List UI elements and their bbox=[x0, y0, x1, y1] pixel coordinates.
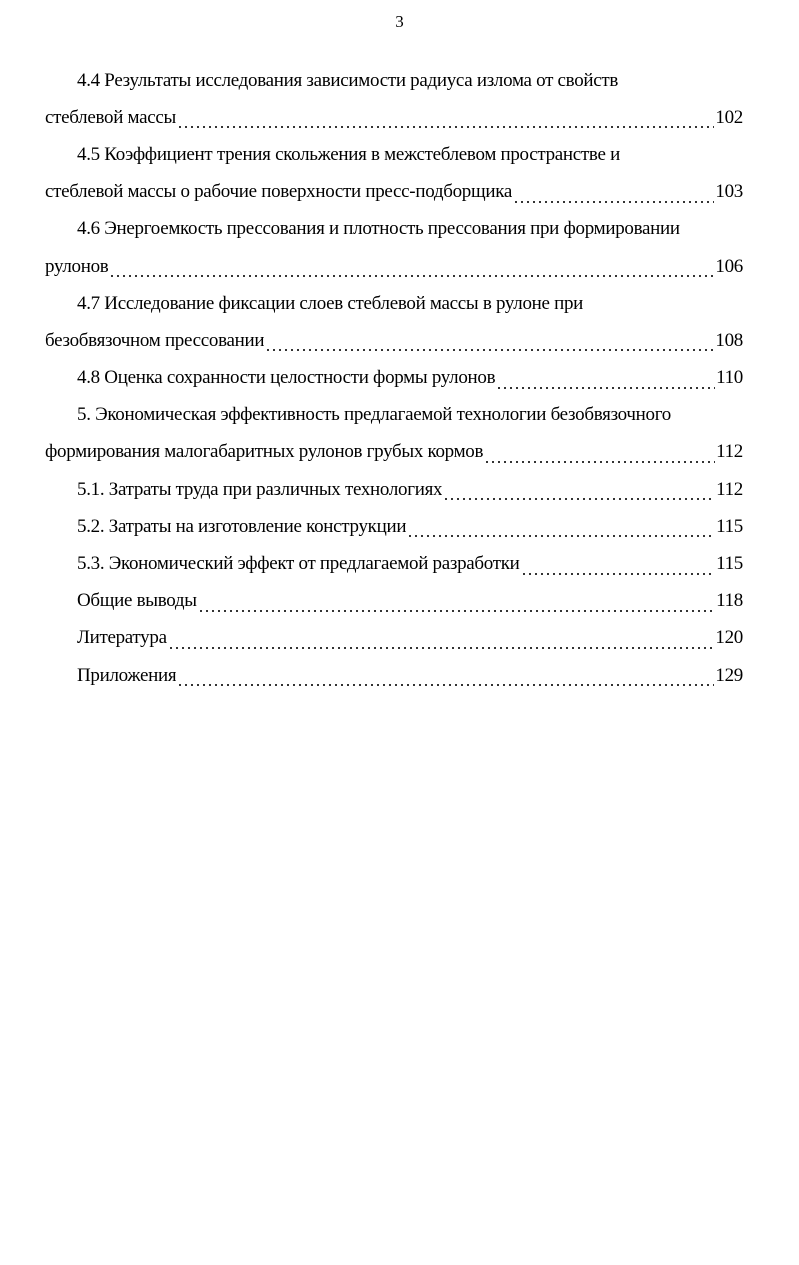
toc-entry-title: безобвязочном прессовании bbox=[45, 329, 265, 351]
toc-entry-title: рулонов bbox=[45, 255, 109, 277]
dot-leader bbox=[265, 334, 714, 353]
dot-leader bbox=[168, 632, 715, 651]
toc-entry-title: Общие выводы bbox=[77, 590, 197, 612]
toc-entry-title: Приложения bbox=[77, 664, 177, 686]
toc-entry bbox=[45, 508, 743, 545]
dot-leader bbox=[513, 186, 714, 205]
page-number: 3 bbox=[395, 12, 404, 31]
toc-entry bbox=[45, 211, 743, 285]
toc-line bbox=[45, 136, 743, 173]
toc-entry-title: 4.5 Коэффициент трения скольжения в межстеблевом пространстве и bbox=[77, 143, 620, 165]
toc-page-number: 120 bbox=[715, 627, 743, 649]
toc-entry-title: 4.8 Оценка сохранности целостности формы рулонов bbox=[77, 367, 496, 389]
toc-line bbox=[45, 657, 743, 694]
toc-page-number: 129 bbox=[715, 664, 743, 686]
toc-entry-title: 5.2. Затраты на изготовление конструкции bbox=[77, 515, 407, 537]
toc-entry bbox=[45, 136, 743, 210]
toc-entry bbox=[45, 545, 743, 582]
toc-line bbox=[45, 545, 743, 582]
toc-line bbox=[45, 285, 743, 322]
toc-line bbox=[45, 248, 743, 285]
toc-line bbox=[45, 397, 743, 434]
toc-line bbox=[45, 99, 743, 136]
toc-entry-title: 5. Экономическая эффективность предлагаемой технологии безобвязочного bbox=[77, 404, 671, 426]
toc-line bbox=[45, 62, 743, 99]
toc-entry-title: 4.4 Результаты исследования зависимости радиуса излома от свойств bbox=[77, 69, 619, 91]
toc-entry bbox=[45, 62, 743, 136]
toc-entry-title: 4.7 Исследование фиксации слоев стеблевой массы в рулоне при bbox=[77, 292, 584, 314]
toc-page-number: 112 bbox=[716, 478, 743, 500]
toc-entry bbox=[45, 397, 743, 471]
toc-page-number: 106 bbox=[715, 255, 743, 277]
toc-line bbox=[45, 508, 743, 545]
toc-entry-title: стеблевой массы о рабочие поверхности пресс-подборщика bbox=[45, 181, 512, 203]
toc-entry bbox=[45, 583, 743, 620]
toc-line bbox=[45, 471, 743, 508]
dot-leader bbox=[177, 111, 714, 130]
toc-entry bbox=[45, 471, 743, 508]
table-of-contents bbox=[45, 62, 743, 694]
toc-entry bbox=[45, 657, 743, 694]
dot-leader bbox=[521, 558, 716, 577]
toc-page-number: 115 bbox=[716, 515, 743, 537]
toc-entry-title: 4.6 Энергоемкость прессования и плотность прессования при формировании bbox=[77, 218, 680, 240]
dot-leader bbox=[496, 372, 715, 391]
toc-entry bbox=[45, 620, 743, 657]
toc-entry bbox=[45, 285, 743, 359]
toc-page-number: 118 bbox=[716, 590, 743, 612]
dot-leader bbox=[484, 446, 715, 465]
dot-leader bbox=[177, 669, 714, 688]
toc-page-number: 115 bbox=[716, 553, 743, 575]
toc-entry-title: стеблевой массы bbox=[45, 106, 176, 128]
toc-line bbox=[45, 583, 743, 620]
toc-line bbox=[45, 620, 743, 657]
dot-leader bbox=[109, 260, 714, 279]
toc-page-number: 102 bbox=[715, 106, 743, 128]
toc-line bbox=[45, 322, 743, 359]
dot-leader bbox=[407, 520, 715, 539]
toc-page-number: 112 bbox=[716, 441, 743, 463]
toc-line bbox=[45, 434, 743, 471]
toc-line bbox=[45, 174, 743, 211]
toc-entry-title: Литература bbox=[77, 627, 167, 649]
toc-entry-title: 5.3. Экономический эффект от предлагаемой разработки bbox=[77, 553, 520, 575]
toc-line bbox=[45, 360, 743, 397]
dot-leader bbox=[198, 595, 715, 614]
toc-entry-title: формирования малогабаритных рулонов грубых кормов bbox=[45, 441, 484, 463]
toc-entry-title: 5.1. Затраты труда при различных технологиях bbox=[77, 478, 443, 500]
dot-leader bbox=[443, 483, 715, 502]
toc-page-number: 108 bbox=[715, 329, 743, 351]
toc-page-number: 103 bbox=[715, 181, 743, 203]
toc-page-number: 110 bbox=[716, 367, 743, 389]
toc-line bbox=[45, 211, 743, 248]
toc-entry bbox=[45, 360, 743, 397]
